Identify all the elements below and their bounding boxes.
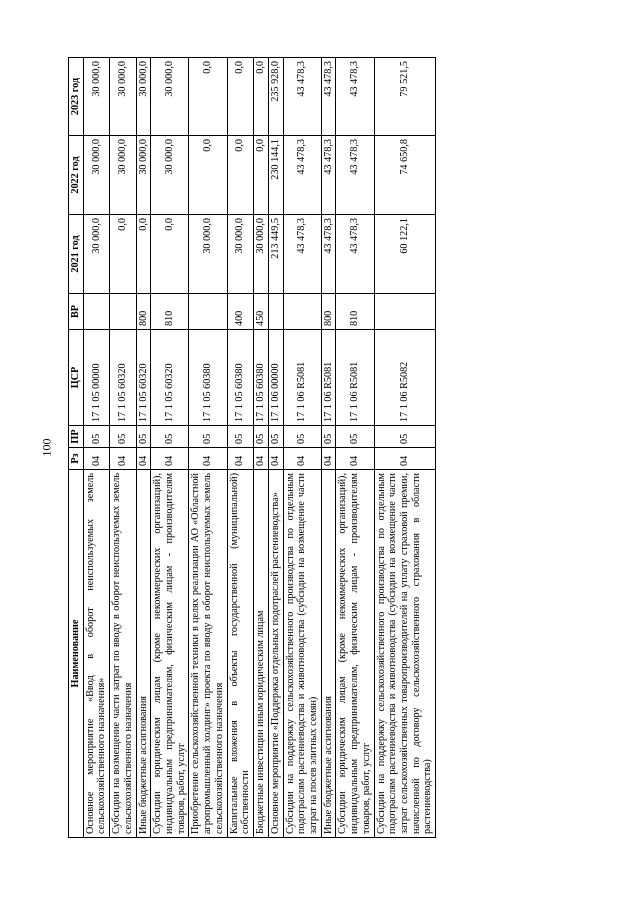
- cell-rz: 04: [227, 448, 253, 470]
- table-row: [254, 58, 269, 838]
- cell-csr: 17 1 05 00000: [83, 330, 109, 426]
- cell-csr: 17 1 05 60320: [136, 330, 151, 426]
- cell-rz: 04: [254, 448, 269, 470]
- cell-2022: 0,0: [254, 136, 269, 215]
- cell-name: Субсидии на возмещение части затрат по вводу в оборот неиспользуемых земель сельскохозяйственного назначения: [110, 470, 136, 838]
- cell-vr: [110, 294, 136, 330]
- header-name: Наименование: [69, 470, 84, 838]
- cell-pr: 05: [268, 426, 283, 448]
- cell-2022: 43 478,3: [336, 136, 374, 215]
- header-2022: 2022 год: [69, 136, 84, 215]
- cell-vr: [83, 294, 109, 330]
- cell-name: Бюджетные инвестиции иным юридическим лицам: [254, 470, 269, 838]
- cell-vr: 400: [227, 294, 253, 330]
- cell-2023: 0,0: [189, 58, 227, 136]
- cell-csr: 17 1 05 60380: [189, 330, 227, 426]
- cell-2023: 235 928,0: [268, 58, 283, 136]
- cell-vr: [268, 294, 283, 330]
- cell-vr: [189, 294, 227, 330]
- table-row: [151, 58, 189, 838]
- table-row: [189, 58, 227, 838]
- cell-2022: 43 478,3: [283, 136, 321, 215]
- cell-name: Иные бюджетные ассигнования: [321, 470, 336, 838]
- cell-rz: 04: [336, 448, 374, 470]
- table-row: [110, 58, 136, 838]
- cell-csr: 17 1 06 R5082: [374, 330, 436, 426]
- cell-2021: 0,0: [136, 215, 151, 294]
- table-row: [321, 58, 336, 838]
- cell-2023: 30 000,0: [110, 58, 136, 136]
- cell-2022: 43 478,3: [321, 136, 336, 215]
- cell-2023: 0,0: [254, 58, 269, 136]
- cell-pr: 05: [110, 426, 136, 448]
- cell-2021: 43 478,3: [321, 215, 336, 294]
- cell-2021: 0,0: [151, 215, 189, 294]
- cell-rz: 04: [83, 448, 109, 470]
- rotated-table-container: [68, 58, 608, 838]
- cell-2023: 0,0: [227, 58, 253, 136]
- cell-csr: 17 1 05 60320: [110, 330, 136, 426]
- cell-csr: 17 1 06 R5081: [283, 330, 321, 426]
- cell-2022: 74 650,8: [374, 136, 436, 215]
- cell-csr: 17 1 06 R5081: [336, 330, 374, 426]
- cell-rz: 04: [110, 448, 136, 470]
- header-csr: ЦСР: [69, 330, 84, 426]
- header-rz: Рз: [69, 448, 84, 470]
- cell-2023: 30 000,0: [136, 58, 151, 136]
- cell-name: Субсидии юридическим лицам (кроме некоммерческих организаций), индивидуальным предпринимателям, физическим лицам - производителям товаров, работ, услуг: [336, 470, 374, 838]
- cell-2023: 30 000,0: [151, 58, 189, 136]
- cell-name: Иные бюджетные ассигнования: [136, 470, 151, 838]
- cell-name: Субсидии на поддержку сельскохозяйственного производства по отдельным подотраслям растениеводства и животноводства (субсидии на возмещение части затрат сельскохозяйственных товаропроизводителей на уплату страховой премии, начисленной по договору сельскохозяйственного страхования в области растениеводства): [374, 470, 436, 838]
- cell-2022: 30 000,0: [83, 136, 109, 215]
- cell-name: Приобретение сельскохозяйственной техники в целях реализации АО «Областной агропромышленный холдинг» проекта по вводу в оборот неиспользуемых земель сельскохозяйственного назначения: [189, 470, 227, 838]
- table-row: [136, 58, 151, 838]
- cell-2021: 30 000,0: [227, 215, 253, 294]
- cell-pr: 05: [254, 426, 269, 448]
- cell-pr: 05: [374, 426, 436, 448]
- cell-vr: 800: [136, 294, 151, 330]
- cell-pr: 05: [321, 426, 336, 448]
- table-row: [283, 58, 321, 838]
- cell-csr: 17 1 05 60320: [151, 330, 189, 426]
- cell-name: Субсидии юридическим лицам (кроме некоммерческих организаций), индивидуальным предпринимателям, физическим лицам - производителям товаров, работ, услуг: [151, 470, 189, 838]
- cell-2021: 30 000,0: [83, 215, 109, 294]
- header-pr: ПР: [69, 426, 84, 448]
- cell-2021: 30 000,0: [189, 215, 227, 294]
- cell-2022: 0,0: [227, 136, 253, 215]
- cell-csr: 17 1 05 60380: [254, 330, 269, 426]
- page-number: 100: [39, 438, 54, 457]
- cell-name: Основное мероприятие «Ввод в оборот неиспользуемых земель сельскохозяйственного назначения»: [83, 470, 109, 838]
- cell-name: Субсидии на поддержку сельскохозяйственного производства по отдельным подотраслям растениеводства и животноводства (субсидии на возмещение части затрат на посев элитных семян): [283, 470, 321, 838]
- cell-rz: 04: [283, 448, 321, 470]
- cell-pr: 05: [283, 426, 321, 448]
- cell-2022: 230 144,1: [268, 136, 283, 215]
- cell-2022: 30 000,0: [110, 136, 136, 215]
- cell-vr: 810: [151, 294, 189, 330]
- cell-2023: 43 478,3: [283, 58, 321, 136]
- header-2023: 2023 год: [69, 58, 84, 136]
- table-row: [83, 58, 109, 838]
- cell-vr: 810: [336, 294, 374, 330]
- cell-pr: 05: [336, 426, 374, 448]
- cell-2021: 213 449,5: [268, 215, 283, 294]
- cell-vr: [283, 294, 321, 330]
- table-row: [336, 58, 374, 838]
- cell-csr: 17 1 06 00000: [268, 330, 283, 426]
- cell-rz: 04: [136, 448, 151, 470]
- cell-2023: 43 478,3: [321, 58, 336, 136]
- cell-csr: 17 1 06 R5081: [321, 330, 336, 426]
- header-vr: ВР: [69, 294, 84, 330]
- cell-2021: 30 000,0: [254, 215, 269, 294]
- cell-2022: 30 000,0: [151, 136, 189, 215]
- cell-pr: 05: [227, 426, 253, 448]
- cell-csr: 17 1 05 60380: [227, 330, 253, 426]
- cell-2022: 0,0: [189, 136, 227, 215]
- table-row: [227, 58, 253, 838]
- cell-2023: 79 521,5: [374, 58, 436, 136]
- header-2021: 2021 год: [69, 215, 84, 294]
- cell-pr: 05: [151, 426, 189, 448]
- cell-vr: 800: [321, 294, 336, 330]
- cell-rz: 04: [268, 448, 283, 470]
- cell-pr: 05: [189, 426, 227, 448]
- cell-name: Капитальные вложения в объекты государственной (муниципальной) собственности: [227, 470, 253, 838]
- cell-rz: 04: [374, 448, 436, 470]
- table-row: [374, 58, 436, 838]
- cell-2021: 43 478,3: [336, 215, 374, 294]
- cell-rz: 04: [189, 448, 227, 470]
- table-row: [268, 58, 283, 838]
- cell-rz: 04: [321, 448, 336, 470]
- cell-vr: [374, 294, 436, 330]
- cell-pr: 05: [83, 426, 109, 448]
- cell-2021: 0,0: [110, 215, 136, 294]
- cell-vr: 450: [254, 294, 269, 330]
- cell-2023: 30 000,0: [83, 58, 109, 136]
- cell-2022: 30 000,0: [136, 136, 151, 215]
- budget-table: [68, 57, 436, 838]
- cell-2023: 43 478,3: [336, 58, 374, 136]
- cell-name: Основное мероприятие «Поддержка отдельных подотраслей растениеводства»: [268, 470, 283, 838]
- cell-pr: 05: [136, 426, 151, 448]
- cell-rz: 04: [151, 448, 189, 470]
- cell-2021: 60 122,1: [374, 215, 436, 294]
- cell-2021: 43 478,3: [283, 215, 321, 294]
- table-header-row: [69, 58, 84, 838]
